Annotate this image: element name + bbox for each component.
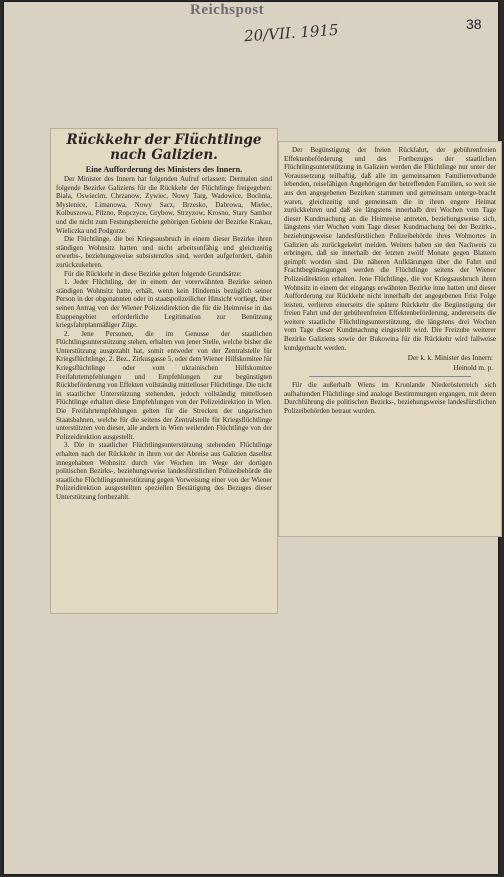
- divider: [309, 376, 471, 377]
- left-column-text: [56, 175, 272, 502]
- paragraph: Die Flüchtlinge, die bei Kriegsausbruch in einem dieser Bezirke ihren ständigen Wohnsitz hatten und nicht arbeitsunfähig und gleichzeitig erwerbs-, beziehungsweise subsistenzlos sind, werden aufgefordert, dahin zurückzukehren.: [56, 235, 272, 269]
- closing-text: [284, 381, 496, 415]
- right-column-text: [284, 146, 496, 352]
- paragraph: Der Begünstigung der freien Rückfahrt, der gebührenfreien Effektenbeförderung und des Fortbezuges der staatlichen Flüchtlingsunterstützung in Galizien werden die Flüchtlinge nur unter der Voraussetzung teilhaftig, daß alle im gemeinsamen Familienverbande lebenden, reisefähigen Angehörigen der betreffenden Familien, so weit sie aus den angegebenen Bezirken stammen und gemeinsam unterge-bracht waren, gleichzeitig und gemeinsam die in ihren engere Heimat zurückkehren und daß sie längstens innerhalb drei Wochen vom Tage dieser Kundmachung an die Heimreise antreten, beziehungsweise sich, längstens vier Wochen vom Tage dieser Kundmachung bei der Bezirks-, beziehungsweise landesfürstlichen Polizeibehörde ihres Wohnortes in Galizien als zurückgekehrt melden. Weiters haben sie den Nachweis zu erbringen, daß sie innerhalb der letzten zwölf Monate gegen Blattern geimpft worden sind. Die näheren Aufklärungen über die Fahrt und Frachtbegünstigungen werden die Flüchtlinge seitens der Wiener Polizeidirektion erhalten. Jene Flüchtlinge, die vor Kriegsausbruch ihren Wohnsitz in einem der eingangs erwähnten Bezirke inne hatten und dieser Aufforderung zur Rückkehr nicht innerhalb der angegebenen Frist Folge leisten, verlieren einerseits die spätere Rückkehr die Begünstigung der freien Fahrt und der gebührenfreien Effektenbeförderung, andererseits die weitere staatliche Flüchtlingsunterstützung, die längstens drei Wochen vom Tage dieser Kundmachung eingestellt wird. Die Freizube weiterer Bezirke Galiziens sowie der Bukowina für die Rückkehr wird fallweise kundgemacht werden.: [284, 146, 496, 352]
- paragraph: 1. Jeder Flüchtling, der in einem der vorerwähnten Bezirke seinen ständigen Wohnsitz hatte, erhält, wenn kein Hindernis bezüglich seiner Person in der obgenannten oder in staatspolizeilicher Hinsicht vorliegt, über seinen Antrag von der Wiener Polizeidirektion die für die Heimreise in das Etappengebiet erforderliche Legitimation zur Benützung kriegsfahrplanmäßiger Züge.: [56, 278, 272, 330]
- archive-page: [4, 2, 498, 874]
- paragraph: 2. Jene Personen, die im Genusse der staatlichen Flüchtlingsunterstützung stehen, erhalten von jener Stelle, welche bisher die Unterstützung ausgezahlt hat, somit entweder von der Zentralstelle für Kriegsflüchtlinge, 2. Bez., Zirkusgasse 5, oder dem Wiener Hilfskomitee für Kriegsflüchtlinge oder vom ukrainischen Hilfskomitee Freifahrtempfehlungen und Empfehlungen zur begünstigten Rückbeförderung von Effekten vollständig mittelloser Flüchtlinge. Die nicht in staatlicher Unterstützung stehenden, jedoch vollständig mittellosen Flüchtlinge erhalten diese Empfehlungen von der Polizeidirektion in Wien. Die Freifahrtempfehlungen gelten für die Strecken der ungarischen Staatsbahnen, welche für die seitens der Zentralstelle für Kriegsflüchtlinge unterstützten von dieser, alle andern in Wien weilenden Flüchtlinge von der Polizeidirektion ausgestellt.: [56, 329, 272, 441]
- newspaper-clipping-right: [278, 141, 502, 537]
- article-headline: Rückkehr der Flüchtlinge nach Galizien.: [66, 132, 262, 163]
- paragraph: Der Minister des Innern hat folgenden Aufruf erlassen: Dermalen sind folgende Bezirke Galiziens für die Rückkehr der Flüchtlinge freigegeben: Biala, Oswiecim, Chrzanow, Zywiec, Nowy Targ, Wadowice, Bochnia, Myslenice, Limanowa, Nowy Sacz, Brzesko, Dabrowa, Mielec, Kolbuszowa, Pilzno, Ropczyce, Grybow, Strzyzow, Krosno, Stary Sambor und die nicht zum Festungsbereiche gehörigen Gebiete der Bezirke Krakau, Wieliczka und Podgorze.: [56, 175, 272, 235]
- handwritten-date: 20/VII. 1915: [243, 20, 340, 46]
- signature-title: Der k. k. Minister des Innern:: [407, 354, 493, 363]
- signature-name: Heinold m. p.: [453, 364, 493, 373]
- paragraph: Für die außerhalb Wiens im Kronlande Niederösterreich sich aufhaltenden Flüchtlinge sind analoge Bestimmungen ergangen, mit deren Durchführung die politischen Bezirks-, beziehungsweise landesfürstlichen Polizeibehörden betraut wurden.: [284, 381, 496, 416]
- article-subheading: Eine Aufforderung des Ministers des Innern.: [85, 165, 243, 174]
- newspaper-stamp: Reichspost: [190, 2, 265, 18]
- newspaper-clipping-left: [50, 128, 278, 614]
- page-number: 38: [466, 16, 482, 32]
- paragraph: 3. Die in staatlicher Flüchtlingsunterstützung stehenden Flüchtlinge erhalten nach der Rückkehr in ihren vor der Abreise aus Galizien daselbst innegehabten Wohnsitz durch vier Wochen im Wege der dortigen politischen Bezirks-, beziehungsweise landesfürstlichen Polizeibehörde die staatliche Flüchtlingsunterstützung gegen Vorweisung einer von der Wiener Polizeidirektion ausgestellten speziellen Bestätigung des Bezuges dieser Unterstützung fortbezahlt.: [56, 441, 272, 501]
- paragraph: Für die Rückkehr in diese Bezirke gelten folgende Grundsätze:: [64, 269, 242, 278]
